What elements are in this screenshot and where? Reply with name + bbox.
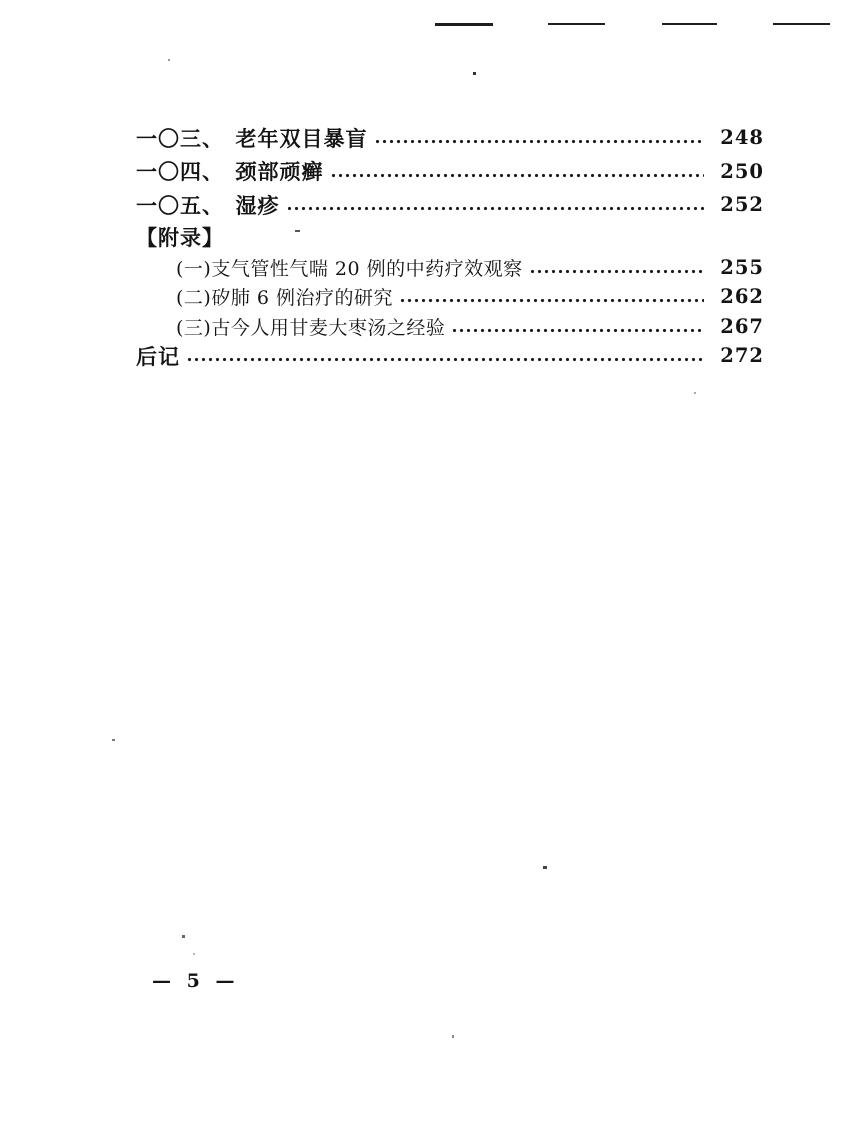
dotted-leader [330, 173, 705, 178]
toc-entry [136, 312, 764, 342]
dotted-leader [374, 139, 705, 144]
toc-entry [136, 253, 764, 283]
scan-speck [295, 230, 300, 232]
page-number: — 5 — [152, 970, 236, 992]
scan-speck [694, 392, 696, 394]
scan-speck [452, 1035, 454, 1038]
toc-entry [136, 155, 764, 189]
toc-entry-page: 267 [720, 314, 764, 338]
toc-entry-label: (一)支气管性气喘 20 例的中药疗效观察 [176, 257, 523, 280]
toc-entry-page: 255 [720, 255, 764, 279]
toc-entry-page: 248 [720, 126, 764, 150]
toc-entry-label: 后记 [136, 343, 180, 369]
header-rule-fragment [662, 23, 717, 25]
header-rule-fragment [773, 23, 830, 25]
dotted-leader [230, 239, 704, 244]
scan-speck [168, 59, 170, 61]
dotted-leader [529, 269, 704, 274]
dotted-leader [451, 328, 704, 333]
scan-speck [182, 935, 185, 938]
toc-entry-page: 272 [720, 344, 764, 368]
toc-entry-label: 一〇五、 湿疹 [136, 192, 280, 218]
toc-entry-label: 一〇三、 老年双目暴盲 [136, 125, 368, 151]
toc-entry-page: 262 [720, 285, 764, 309]
toc-entry-label: 【附录】 [136, 225, 224, 250]
header-rule-fragment [548, 23, 605, 25]
toc-entry [136, 188, 764, 222]
toc-entry-label: (三)古今人用甘麦大枣汤之经验 [176, 316, 446, 339]
toc-entry-page: 250 [720, 159, 764, 183]
toc-entry-label: (二)矽肺 6 例治疗的研究 [176, 287, 393, 310]
toc-entry [136, 341, 764, 371]
scan-speck [473, 72, 476, 75]
dotted-leader [286, 206, 705, 211]
toc-entry-label: 一〇四、 颈部顽癣 [136, 159, 324, 185]
toc-section-heading [136, 222, 764, 253]
scan-speck [193, 953, 195, 955]
dotted-leader [186, 357, 704, 362]
toc-entry [136, 121, 764, 155]
scan-speck [543, 866, 547, 869]
header-rule-fragment [435, 23, 493, 26]
toc-entry-page: 252 [720, 193, 764, 217]
toc-entry [136, 282, 764, 312]
dotted-leader [399, 298, 704, 303]
table-of-contents [136, 121, 764, 371]
scan-speck [112, 739, 115, 741]
